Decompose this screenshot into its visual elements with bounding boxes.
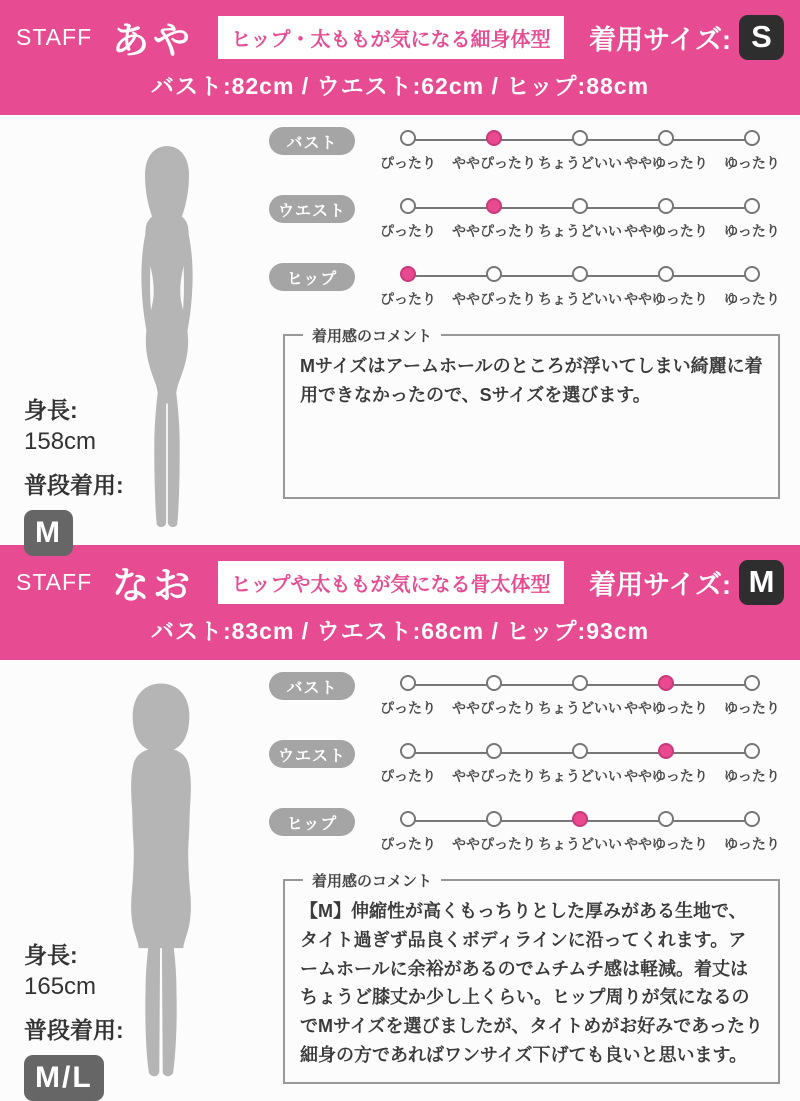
measurements-line: バスト:83cm / ウエスト:68cm / ヒップ:93cm xyxy=(150,618,650,644)
fit-comment-title: 着用感のコメント xyxy=(303,325,441,346)
wear-size-chip: M xyxy=(739,560,784,605)
scale-step xyxy=(451,130,537,173)
step-label: ややぴったり xyxy=(452,291,536,307)
scale-dot xyxy=(744,198,760,214)
scale-dot xyxy=(744,675,760,691)
scale-dot xyxy=(572,198,588,214)
step-label: ややゆったり xyxy=(624,155,708,171)
height-label: 身長: xyxy=(24,397,78,423)
step-label: ややゆったり xyxy=(624,700,708,716)
scale-step xyxy=(365,130,451,173)
scale-pill-bust: バスト xyxy=(269,672,355,700)
scale-step xyxy=(365,198,451,241)
step-label: ややぴったり xyxy=(452,155,536,171)
female-silhouette-slim xyxy=(116,141,218,539)
scale-step xyxy=(709,130,795,173)
step-label: ぴったり xyxy=(380,155,436,171)
scale-dot xyxy=(572,743,588,759)
scale-dot xyxy=(572,811,588,827)
scale-step xyxy=(451,743,537,786)
step-label: ちょうどいい xyxy=(538,291,622,307)
scale-step xyxy=(537,130,623,173)
header-row xyxy=(0,553,800,611)
scale-row-bust xyxy=(267,130,800,173)
step-label: ちょうどいい xyxy=(538,768,622,784)
scale-step xyxy=(451,675,537,718)
usual-size-label: 普段着用: xyxy=(24,472,124,499)
step-label: ゆったり xyxy=(724,768,780,784)
step-label: ややぴったり xyxy=(452,768,536,784)
measurements-line: バスト:82cm / ウエスト:62cm / ヒップ:88cm xyxy=(150,73,650,99)
scale-dot xyxy=(572,675,588,691)
scale-track xyxy=(365,266,795,309)
scale-dot xyxy=(658,811,674,827)
scale-step xyxy=(623,198,709,241)
scale-step xyxy=(451,811,537,854)
fit-comment-title: 着用感のコメント xyxy=(303,870,441,891)
step-label: ややゆったり xyxy=(624,836,708,852)
scale-row-hip xyxy=(267,266,800,309)
wear-size-label: 着用サイズ: xyxy=(589,24,731,55)
usual-size-chip: M/L xyxy=(24,1055,104,1101)
scale-step xyxy=(451,198,537,241)
staff-name: なお xyxy=(112,565,195,606)
scale-track xyxy=(365,198,795,241)
figure-column xyxy=(0,660,267,1094)
scale-step xyxy=(537,743,623,786)
scale-pill-hip: ヒップ xyxy=(269,263,355,291)
height-label: 身長: xyxy=(24,942,78,968)
scale-step xyxy=(623,130,709,173)
scale-dot xyxy=(400,266,416,282)
step-label: ややぴったり xyxy=(452,836,536,852)
wear-size-label: 着用サイズ: xyxy=(589,569,731,600)
scale-step xyxy=(709,743,795,786)
scale-dot xyxy=(486,743,502,759)
scale-pill-bust: バスト xyxy=(269,127,355,155)
scale-step xyxy=(537,198,623,241)
scale-dot xyxy=(744,811,760,827)
scale-step xyxy=(365,811,451,854)
scale-dot xyxy=(486,198,502,214)
step-label: ややゆったり xyxy=(624,768,708,784)
fit-comment-text: Mサイズはアームホールのところが浮いてしまい綺麗に着用できなかったので、Sサイズを選びます。 xyxy=(300,356,763,405)
scale-row-bust xyxy=(267,675,800,718)
staff-label: STAFF xyxy=(16,23,93,50)
rating-column xyxy=(267,115,800,545)
step-label: ちょうどいい xyxy=(538,836,622,852)
scale-row-hip xyxy=(267,811,800,854)
step-label: ゆったり xyxy=(724,700,780,716)
scale-dot xyxy=(658,130,674,146)
scale-pill-waist: ウエスト xyxy=(269,195,355,223)
usual-size-label: 普段着用: xyxy=(24,1017,124,1044)
fit-comment-text: 【M】伸縮性が高くもっちりとした厚みがある生地で、タイト過ぎず品良くボディラインに沿ってくれます。アームホールに余裕があるのでムチムチ感は軽減。着丈はちょうど膝丈か少し上くらい。ヒップ周りが気になるのでMサイズを選びましたが、タイトめがお好みであったり細身の方であればワンサイズ下げても良いと思います。 xyxy=(300,901,764,1065)
scale-row-waist xyxy=(267,198,800,241)
scale-step xyxy=(537,811,623,854)
scale-track xyxy=(365,811,795,854)
scale-step xyxy=(623,266,709,309)
wear-size-group xyxy=(589,560,784,605)
scale-track xyxy=(365,743,795,786)
scale-dot xyxy=(658,198,674,214)
usual-size-chip: M xyxy=(24,510,73,556)
staff-stats xyxy=(24,941,124,1101)
section-body xyxy=(0,115,800,549)
header-band xyxy=(0,545,800,660)
scale-pill-hip: ヒップ xyxy=(269,808,355,836)
step-label: ゆったり xyxy=(724,155,780,171)
staff-label: STAFF xyxy=(16,568,93,595)
scale-dot xyxy=(572,130,588,146)
scale-dot xyxy=(486,266,502,282)
scale-step xyxy=(365,743,451,786)
height-value: 158cm xyxy=(24,427,97,455)
step-label: ちょうどいい xyxy=(538,700,622,716)
scale-dot xyxy=(658,675,674,691)
scale-step xyxy=(709,675,795,718)
body-type-tag: ヒップや太ももが気になる骨太体型 xyxy=(218,561,563,604)
scale-step xyxy=(537,675,623,718)
staff-section-nao xyxy=(0,545,800,1094)
scale-dot xyxy=(486,811,502,827)
header-row xyxy=(0,8,800,66)
step-label: ややゆったり xyxy=(624,223,708,239)
scale-track xyxy=(365,130,795,173)
staff-stats xyxy=(24,396,124,556)
figure-column xyxy=(0,115,267,549)
scale-dot xyxy=(744,743,760,759)
scale-step xyxy=(709,198,795,241)
step-label: ぴったり xyxy=(380,700,436,716)
step-label: ぴったり xyxy=(380,291,436,307)
step-label: ややぴったり xyxy=(452,700,536,716)
scale-step xyxy=(709,266,795,309)
scale-dot xyxy=(486,675,502,691)
scale-step xyxy=(623,743,709,786)
scale-dot xyxy=(400,675,416,691)
scale-dot xyxy=(400,811,416,827)
scale-step xyxy=(451,266,537,309)
body-type-tag: ヒップ・太ももが気になる細身体型 xyxy=(218,16,563,59)
scale-step xyxy=(623,675,709,718)
scale-dot xyxy=(744,130,760,146)
scale-dot xyxy=(744,266,760,282)
scale-step xyxy=(709,811,795,854)
step-label: ややぴったり xyxy=(452,223,536,239)
scale-dot xyxy=(400,743,416,759)
step-label: ゆったり xyxy=(724,223,780,239)
scale-dot xyxy=(486,130,502,146)
staff-section-aya xyxy=(0,0,800,549)
scale-dot xyxy=(400,130,416,146)
header-band xyxy=(0,0,800,115)
scale-row-waist xyxy=(267,743,800,786)
height-value: 165cm xyxy=(24,972,97,1000)
scale-step xyxy=(365,675,451,718)
scale-step xyxy=(537,266,623,309)
scale-step xyxy=(365,266,451,309)
scale-track xyxy=(365,675,795,718)
wear-size-chip: S xyxy=(739,15,784,60)
step-label: ぴったり xyxy=(380,768,436,784)
step-label: ゆったり xyxy=(724,836,780,852)
wear-size-group xyxy=(589,15,784,60)
scale-dot xyxy=(658,266,674,282)
fit-comment-box xyxy=(283,328,780,499)
staff-name: あや xyxy=(112,20,195,61)
step-label: ゆったり xyxy=(724,291,780,307)
fit-comment-box xyxy=(283,873,780,1084)
step-label: ちょうどいい xyxy=(538,155,622,171)
step-label: ぴったり xyxy=(380,836,436,852)
scale-step xyxy=(623,811,709,854)
rating-column xyxy=(267,660,800,1083)
scale-dot xyxy=(400,198,416,214)
step-label: ぴったり xyxy=(380,223,436,239)
section-body xyxy=(0,660,800,1094)
step-label: ちょうどいい xyxy=(538,223,622,239)
scale-dot xyxy=(572,266,588,282)
step-label: ややゆったり xyxy=(624,291,708,307)
scale-dot xyxy=(658,743,674,759)
scale-pill-waist: ウエスト xyxy=(269,740,355,768)
